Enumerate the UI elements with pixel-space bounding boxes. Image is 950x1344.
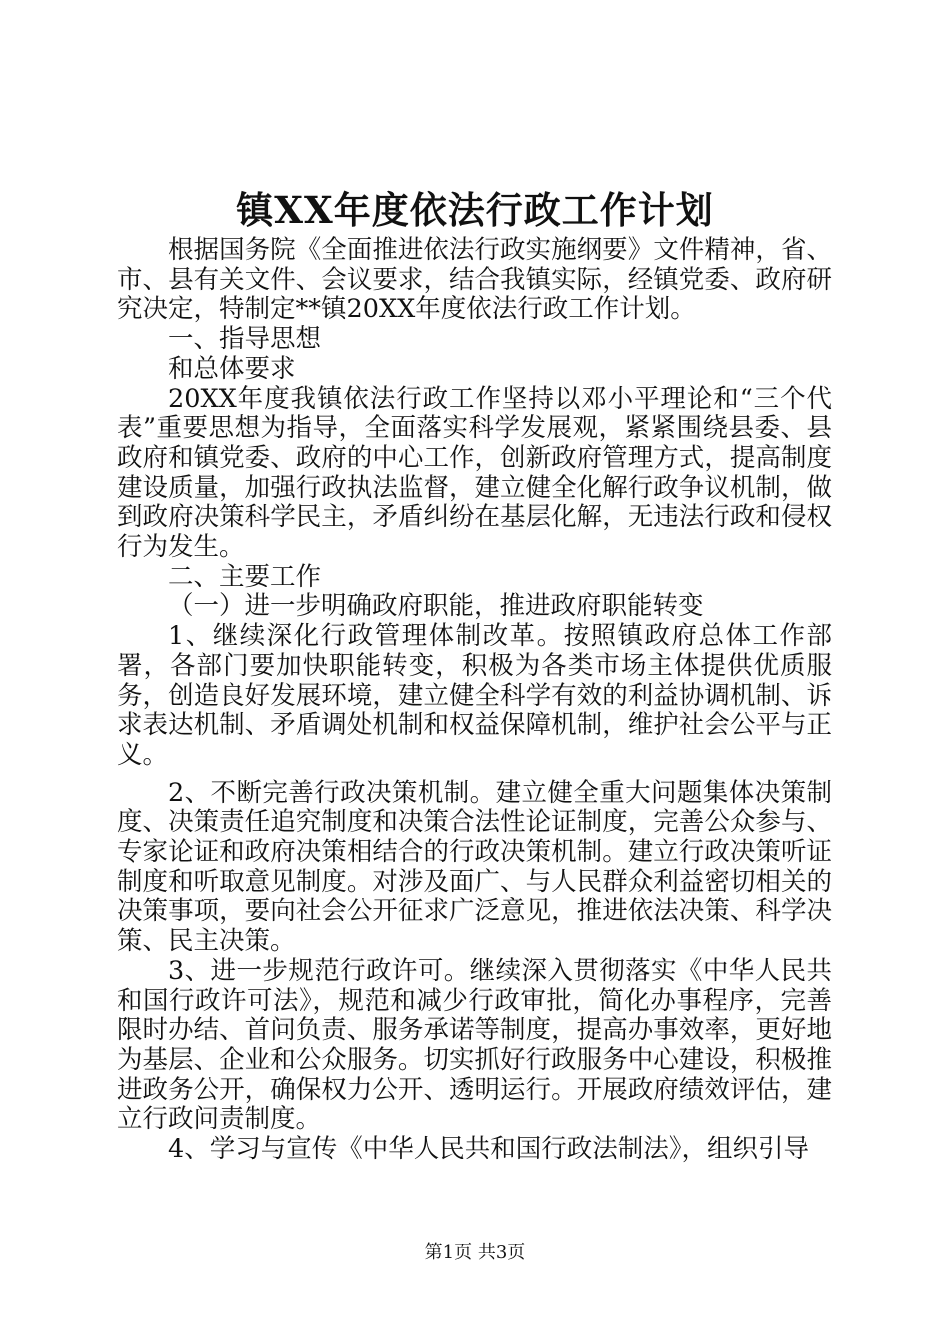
paragraph-guiding-content: 20XX年度我镇依法行政工作坚持以邓小平理论和“三个代表”重要思想为指导，全面落实科学发展观，紧紧围绕县委、县政府和镇党委、政府的中心工作，创新政府管理方式，提高制度建设质量，加强行政执法监督，建立健全化解行政争议机制，做到政府决策科学民主，矛盾纠纷在基层化解，无违法行政和侵权行为发生。 [117, 383, 832, 563]
document-body [117, 236, 832, 1165]
heading-general-requirements: 和总体要求 [168, 353, 296, 384]
paragraph-item-3: 3、进一步规范行政许可。继续深入贯彻落实《中华人民共和国行政许可法》，规范和减少行政审批，简化办事程序，完善限时办结、首问负责、服务承诺等制度，提高办事效率，更好地为基层、企业和公众服务。切实抓好行政服务中心建设，积极推进政务公开，确保权力公开、透明运行。开展政府绩效评估，建立行政问责制度。 [117, 955, 832, 1135]
heading-main-work: 二、主要工作 [168, 561, 322, 592]
paragraph-intro: 根据国务院《全面推进依法行政实施纲要》文件精神，省、市、县有关文件、会议要求，结合我镇实际，经镇党委、政府研究决定，特制定**镇20XX年度依法行政工作计划。 [117, 235, 832, 325]
paragraph-item-4: 4、学习与宣传《中华人民共和国行政法制法》，组织引导 [168, 1134, 809, 1165]
page-footer: 第1页 共3页 [424, 1242, 526, 1263]
paragraph-item-1: 1、继续深化行政管理体制改革。按照镇政府总体工作部署，各部门要加快职能转变，积极为各类市场主体提供优质服务，创造良好发展环境，建立健全科学有效的利益协调机制、诉求表达机制、矛盾调处机制和权益保障机制，维护社会公平与正义。 [117, 621, 832, 770]
subheading-government-functions: （一）进一步明确政府职能，推进政府职能转变 [168, 591, 704, 622]
paragraph-item-2: 2、不断完善行政决策机制。建立健全重大问题集体决策制度、决策责任追究制度和决策合法性论证制度，完善公众参与、专家论证和政府决策相结合的行政决策机制。建立行政决策听证制度和听取意见制度。对涉及面广、与人民群众利益密切相关的决策事项，要向社会公开征求广泛意见，推进依法决策、科学决策、民主决策。 [117, 777, 832, 957]
document-title: 镇XX年度依法行政工作计划 [236, 188, 714, 232]
heading-guiding-ideology: 一、指导思想 [168, 324, 322, 355]
